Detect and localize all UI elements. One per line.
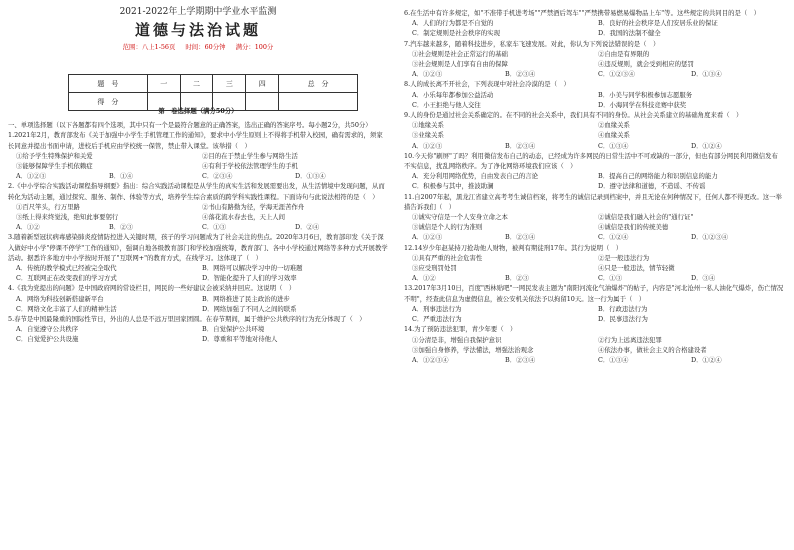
option: ④落花流水春去也，天上人间 — [202, 213, 286, 222]
question — [404, 243, 784, 284]
option: A．充分利用网络优势，自由发表自己的言论 — [412, 172, 539, 181]
answer-choice: D．①②④ — [691, 141, 722, 150]
option-row — [404, 314, 784, 324]
question-stem: 14.为了预防违法犯罪，青少年要（ ） — [404, 325, 517, 334]
question-stem: 2.《中小学综合实践活动课程指导纲要》指出：综合实践活动课程是从学生的真实生活和发展需要出发，从生活情境中发现问题，从而转化为活动主题，通过探究、服务、制作、体验等方式，培养学生综合素质的跨学科实践性课程。下面诗句与此说法相符的是（ ） — [8, 182, 385, 201]
question-stem: 4.《我为党提出的问题》是中国政府网的常设栏目，网民的一些好建议会被采纳并回应。这说明（ ） — [8, 284, 296, 293]
answer-choice: C．①③ — [598, 274, 623, 283]
question — [404, 151, 784, 192]
option-row — [404, 345, 784, 355]
answer-choice: A．①②③ — [412, 141, 443, 150]
answer-row — [8, 171, 388, 181]
option: D．我国的法制不健全 — [598, 29, 661, 38]
left-question-list — [8, 130, 388, 344]
answer-choice: A．①②③ — [412, 233, 443, 242]
option: C．小王拒绝与他人交往 — [412, 100, 481, 109]
option: C．严重违法行为 — [412, 315, 462, 324]
option: ①百尺竿头，行万里路 — [16, 202, 80, 211]
option: C．网络文化丰富了人们的精神生活 — [16, 304, 117, 313]
question-stem: 5.春节是中国最隆重的国际性节日，外出的人总是不远万里回家团圆。在春节期间，属于维护公共秩序的行为充分体现了（ ） — [8, 315, 366, 324]
option-row — [404, 212, 784, 222]
option: ③业缘关系 — [412, 131, 444, 140]
option: D．尊重和平等地对待他人 — [202, 335, 278, 344]
option: ④只是一般违法，情节轻微 — [598, 264, 675, 273]
option-row — [8, 202, 388, 212]
answer-choice: D．①②③④ — [691, 233, 729, 242]
option: ②书山有路勤为径，学海无涯苦作舟 — [202, 202, 305, 211]
option-row — [8, 334, 388, 344]
option-row — [8, 263, 388, 273]
option-row — [8, 151, 388, 161]
option: C．自觉爱护公共设施 — [16, 335, 79, 344]
option: ③社会规则是人们享有自由的保障 — [412, 60, 508, 69]
option-row — [404, 171, 784, 181]
option: ②诚信是我们融入社会的"通行证" — [598, 213, 694, 222]
option: A．刑事违法行为 — [412, 304, 462, 313]
option-row — [404, 18, 784, 28]
question-stem: 8.人的成长离不开社会，下列表现中对社会冷漠的是（ ） — [404, 80, 570, 89]
option-row — [404, 181, 784, 191]
option: ①社会规则是社会正常运行的基础 — [412, 49, 508, 58]
question-stem: 12.14岁少年赵某持刀抢劫他人财物，被判有期徒刑17年。其行为说明（ ） — [404, 243, 623, 252]
option-row — [8, 212, 388, 222]
question — [404, 192, 784, 243]
option: ①诚实守信是一个人安身立命之本 — [412, 213, 508, 222]
question — [8, 130, 388, 181]
option: ②行为上远离违法犯罪 — [598, 335, 662, 344]
option: B．提高自己的网络能力和识别信息的能力 — [598, 172, 718, 181]
question — [8, 314, 388, 345]
question — [404, 283, 784, 324]
option: B．网络可以解决学习中的一切难题 — [202, 264, 303, 273]
score-table-header: 题 号 — [69, 75, 148, 93]
answer-choice: C．①②④ — [598, 233, 629, 242]
question-stem: 3.随着新型冠状病毒感染肺炎疫情防控进入关键时期，孩子的学习问题成为了社会关注的焦点。2020年3月6日，教育部印发《关于深入做好中小学"停课不停学"工作的通知》，强调自地各级教育部门和学校加强统筹，教育部门、各中小学校通过网络等多种方式开展教学活动。据悉许多地方中小学按时开展了"互联网+"的教育方式，在线学习。这体现了（ ） — [8, 233, 388, 262]
answer-choice: C．②③④ — [202, 172, 233, 181]
score-table-header: 三 — [213, 75, 246, 93]
option: ③加强自身修养，学法懂法，增强法治观念 — [412, 345, 534, 354]
question — [8, 283, 388, 314]
question — [404, 110, 784, 151]
option: ④血缘关系 — [598, 131, 630, 140]
option-row — [404, 253, 784, 263]
answer-choice: C．①③④ — [598, 355, 629, 364]
option: ①具有严重的社会危害性 — [412, 253, 483, 262]
option-row — [8, 324, 388, 334]
answer-choice: A．①②③ — [16, 172, 47, 181]
question — [404, 8, 784, 39]
score-table-header: 二 — [180, 75, 213, 93]
option-row — [8, 161, 388, 171]
answer-row — [404, 273, 784, 283]
option: ④依法办事，做社会主义的合格建设者 — [598, 345, 707, 354]
option: ①分清是非，增强自我保护意识 — [412, 335, 502, 344]
option-row — [404, 222, 784, 232]
answer-choice: D．③④ — [691, 274, 716, 283]
answer-choice: D．①③④ — [295, 172, 326, 181]
answer-choice: A．①② — [16, 223, 40, 232]
answer-choice: D．①②④ — [691, 355, 722, 364]
right-column — [404, 0, 784, 365]
option: B．小美与同学积极参加志愿服务 — [598, 90, 693, 99]
score-table-row-label: 得 分 — [69, 93, 148, 111]
option-row — [8, 273, 388, 283]
option: C．制定规则是社会秩序的实现 — [412, 29, 500, 38]
option: B．良好的社会秩序是人们安居乐业的保证 — [598, 19, 718, 28]
option: ④有利于学校依法管理学生的手机 — [202, 162, 298, 171]
option: B．网络推进了民主政治的进步 — [202, 294, 290, 303]
answer-choice: D．①③④ — [691, 70, 722, 79]
option: A．网络为科技创新搭建新平台 — [16, 294, 104, 303]
option: D．遵守法律和道德，不造谣、不传谣 — [598, 182, 706, 191]
answer-choice: B．②③④ — [505, 141, 536, 150]
answer-choice: A．①②③ — [412, 70, 443, 79]
answer-choice: D．②④ — [295, 223, 320, 232]
left-column — [8, 0, 388, 345]
answer-choice: B．②③ — [505, 274, 529, 283]
option-row — [8, 304, 388, 314]
answer-choice: B．①④ — [109, 172, 133, 181]
option-row — [404, 335, 784, 345]
option-row — [404, 120, 784, 130]
answer-row — [404, 69, 784, 79]
option: ②血缘关系 — [598, 121, 630, 130]
question — [8, 232, 388, 283]
question-stem: 1.2021年2月，教育部发布《关于加强中小学生手机管理工作的通知》，要求中小学生原则上不得将手机带入校园，确有需求的，须家长同意并提出书面申请，进校后手机应由学校统一保管，禁止带入课堂。该举措（ ） — [8, 131, 383, 150]
option: ③纸上得来终觉浅，绝知此事要躬行 — [16, 213, 119, 222]
option: C．互联网正在改变我们的学习方式 — [16, 274, 117, 283]
option: D．民事违法行为 — [598, 315, 648, 324]
option-row — [404, 263, 784, 273]
section-title: 第一卷选择题（满分50分） — [158, 107, 238, 115]
option-row — [404, 49, 784, 59]
option: ②目的在于禁止学生参与网络生活 — [202, 151, 298, 160]
option-row — [404, 100, 784, 110]
answer-choice: C．①③ — [202, 223, 227, 232]
option-row — [404, 130, 784, 140]
question — [8, 181, 388, 232]
option: A．小乐每年都参加公益活动 — [412, 90, 494, 99]
option-row — [404, 59, 784, 69]
score-table-header: 四 — [246, 75, 279, 93]
question-stem: 6.在生活中有许多规定，如"不准带手机进考场""严禁酒后驾车""严禁携带易燃易爆物品上车"等。这些规定的共同目的是（ ） — [404, 9, 761, 17]
right-question-list — [404, 8, 784, 365]
answer-choice: C．①②③④ — [598, 70, 635, 79]
question-stem: 9.人的身份是通过社会关系确定的。在不同的社会关系中，我们具有不同的身份。从社会关系建立的基础角度来看（ ） — [404, 111, 743, 120]
answer-choice: B．②③④ — [505, 355, 536, 364]
answer-row — [404, 232, 784, 242]
answer-row — [404, 355, 784, 365]
option: A．自觉遵守公共秩序 — [16, 325, 79, 334]
exam-time: 时间：60分钟 — [185, 43, 226, 51]
answer-choice: C．①③④ — [598, 141, 629, 150]
option: ④违反规则，就会受到相应的惩罚 — [598, 60, 694, 69]
option: ③诚信是个人的行为准则 — [412, 223, 483, 232]
option: A．人们的行为都是不自觉的 — [412, 19, 494, 28]
answer-choice: B．②③④ — [505, 233, 536, 242]
exam-range: 范围：八上1-56页 — [122, 43, 176, 51]
option-row — [404, 90, 784, 100]
option: B．自觉保护公共环境 — [202, 325, 265, 334]
option: ①地缘关系 — [412, 121, 444, 130]
answer-choice: B．②③ — [109, 223, 133, 232]
option-row — [8, 294, 388, 304]
question — [404, 79, 784, 110]
score-table-header: 一 — [147, 75, 180, 93]
answer-row — [8, 222, 388, 232]
option: D．网络加强了不同人之间的联系 — [202, 304, 297, 313]
question-stem: 10.今天你"刷屏"了吗？利用微信发布自己的动态，已经成为许多网民的日常生活中不可或缺的一部分，但也有部分网民利用微信发布不实信息，扰乱网络秩序。为了净化网络环境我们应该（ ） — [404, 151, 778, 171]
option-row — [404, 28, 784, 38]
question-stem: 11.自2007年起，黑龙江省建立高考考生诚信档案，将考生的诚信记录到档案中，并且无论在何种情况下，任何人都不得更改。这一举措告诉我们（ ） — [404, 192, 782, 211]
question — [404, 39, 784, 80]
score-table-header: 总 分 — [279, 75, 358, 93]
option: ②自由是有界限的 — [598, 49, 650, 58]
option: A．传统的教学模式已经被完全取代 — [16, 264, 117, 273]
option: ③应受刑罚处罚 — [412, 264, 457, 273]
option: ④诚信是我们的传统美德 — [598, 223, 669, 232]
option: ①给予学生特殊保护和关爱 — [16, 151, 93, 160]
answer-choice: A．①② — [412, 274, 436, 283]
question-stem: 13.2017年3月10日，百度"西林贴吧"一网民发表主题为"南阳河流化气油爆炸"的帖子，内容是"河北沧州一私人油化气爆炸，伤亡情况不明"，经查此信息为虚假信息，被公安机关依法予以拘留10天。这一行为属于（ ） — [404, 284, 784, 303]
option: D．小海同学在科技竞赛中获奖 — [598, 100, 687, 109]
option: ③能够保障学生手机依赖症 — [16, 162, 93, 171]
answer-row — [404, 141, 784, 151]
option: B．行政违法行为 — [598, 304, 648, 313]
option: C．积极参与其中，推波助澜 — [412, 182, 494, 191]
option-row — [404, 304, 784, 314]
option: ②是一般违法行为 — [598, 253, 650, 262]
table-spacer — [8, 44, 388, 102]
exam-title: 2021-2022年上学期期中学业水平监测 — [119, 7, 277, 17]
answer-choice: B．②③④ — [505, 70, 536, 79]
question — [404, 324, 784, 365]
exam-score: 满分：100分 — [235, 43, 274, 51]
subject-title: 道德与法治试题 — [134, 21, 261, 39]
option: D．智能化提升了人们的学习效率 — [202, 274, 297, 283]
section-heading: 一、单项选择题（以下各题都有四个选项，其中只有一个是最符合题意的正确答案，选出正确的答案序号。每小题2分，共50分） — [8, 121, 372, 130]
answer-choice: A．①②③④ — [412, 355, 449, 364]
question-stem: 7.汽车越来越多，随着科技进步，私家车飞速发展。对此，你认为下列说法错误的是（ ） — [404, 39, 660, 48]
